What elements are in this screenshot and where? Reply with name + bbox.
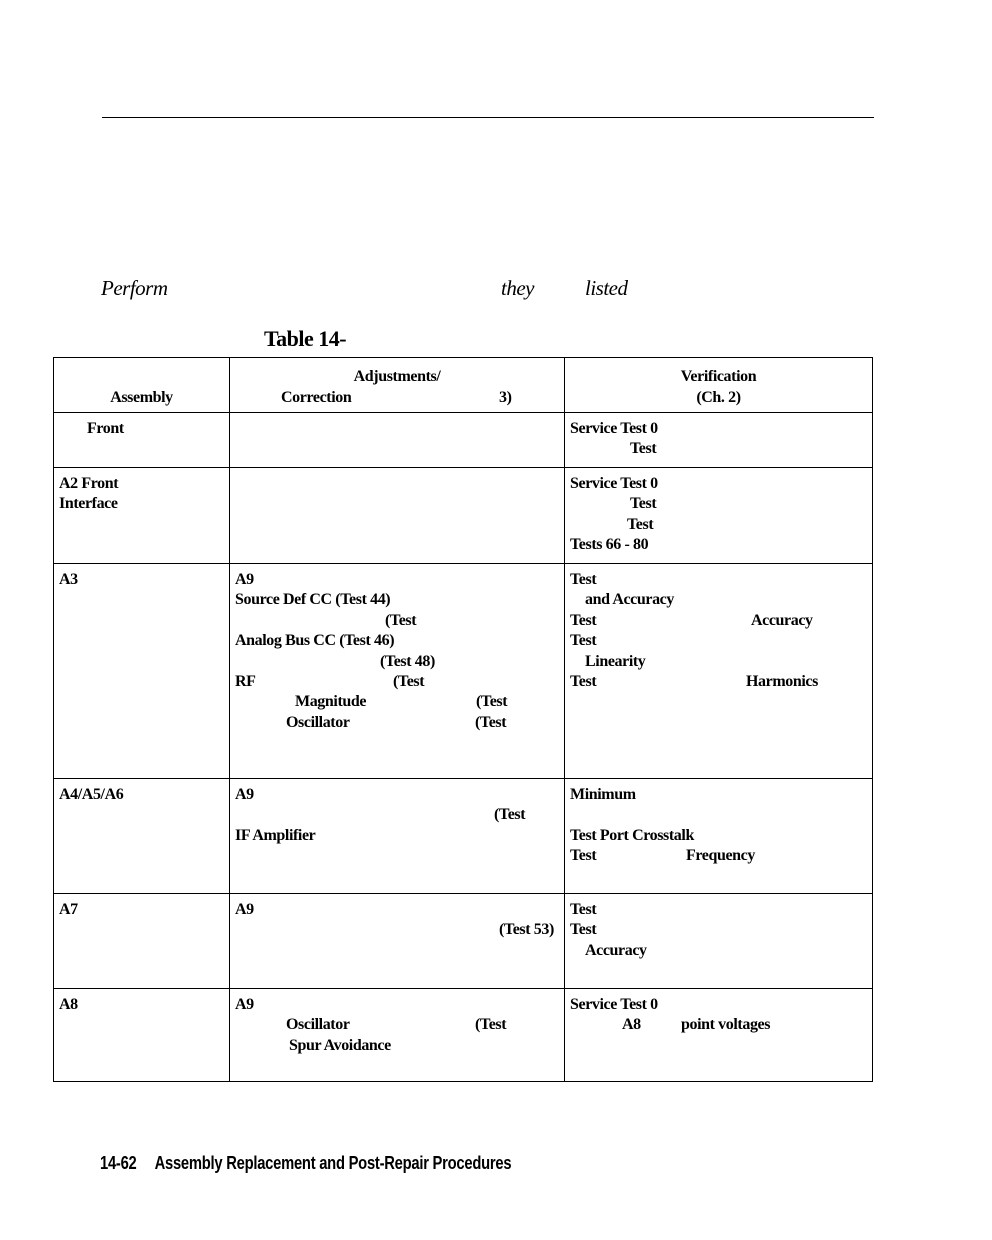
adjustment-line [235,713,559,733]
verification-point-voltages: point voltages [681,1016,771,1034]
intro-perform: Perform [101,276,168,300]
assembly-line: A3 [59,571,78,588]
table-row [54,894,873,989]
adjustment-line: A9 [235,901,254,918]
adjustment-rf: RF [235,673,256,691]
cell-adjustments [230,413,565,468]
verification-line: Accuracy [585,941,647,959]
cell-adjustments [230,468,565,564]
adjustment-magnitude: Magnitude [295,693,367,711]
assembly-line: Interface [59,495,118,513]
header-ch3: 3) [499,388,512,406]
verification-line [570,805,867,825]
assembly-front: Front [87,420,124,437]
header-correction: Correction [281,388,352,406]
verification-line: Tests 66 - 80 [570,536,649,554]
adjustment-line: A9 [235,786,254,803]
verification-accuracy: Accuracy [751,611,813,629]
verification-line: Service Test 0 [570,996,658,1013]
adjustment-line: (Test 48) [380,652,435,670]
header-verification-line2: (Ch. 2) [696,388,741,406]
adjustment-test-ref: (Test [475,713,507,731]
page-number: 14-62 [100,1153,137,1173]
verification-line [570,1015,867,1035]
table-row [54,413,873,468]
adjustment-test-ref: (Test [393,673,425,691]
cell-adjustments [230,989,565,1082]
adjustment-line: IF Amplifier [235,826,316,844]
cell-adjustments [230,894,565,989]
footer-title: Assembly Replacement and Post-Repair Procedures [154,1153,512,1173]
header-assembly-text: Assembly [110,388,173,406]
adjustment-line: Spur Avoidance [289,1036,391,1054]
cell-verification [565,468,873,564]
adjustment-line: (Test [494,806,526,824]
verification-line [570,672,867,692]
verification-test: Test [570,673,597,691]
adjustment-line: A9 [235,571,254,588]
cell-assembly [54,894,230,989]
intro-they: they [501,276,534,300]
adjustment-oscillator: Oscillator [286,1016,350,1034]
cell-verification [565,989,873,1082]
adjustment-test-ref: (Test [476,693,508,711]
adjustment-test-ref: (Test [475,1016,507,1034]
verification-line: Service Test 0 [570,420,658,437]
table-header-row [54,358,873,413]
adjustment-line [235,1015,559,1035]
verification-harmonics: Harmonics [746,673,818,691]
cell-assembly [54,779,230,894]
assembly-line: A4/A5/A6 [59,786,124,803]
verification-line: Test [630,495,657,513]
adjustment-line [235,692,559,712]
adjustment-line [235,672,559,692]
header-verification-line1: Verification [680,368,757,386]
table-row [54,564,873,779]
header-adjustments-line2 [235,388,559,408]
cell-assembly [54,413,230,468]
verification-frequency: Frequency [686,847,755,865]
page-footer [100,1153,511,1174]
header-verification [565,358,873,413]
verification-line: Test [570,901,597,918]
verification-test: Test [570,847,597,865]
header-assembly [54,358,230,413]
adjustment-line: (Test 53) [499,921,554,939]
cell-assembly [54,564,230,779]
cell-adjustments [230,564,565,779]
adjustment-line: (Test [385,611,417,629]
top-rule [102,117,874,118]
adjustment-line: Analog Bus CC (Test 46) [235,632,395,650]
verification-line: Test [627,515,654,533]
verification-line: Test [630,440,657,458]
header-adjustments [230,358,565,413]
verification-line: and Accuracy [585,591,674,609]
verification-line: Minimum [570,786,636,803]
adjustment-line: Source Def CC (Test 44) [235,591,391,609]
verification-line: Linearity [585,652,646,670]
cell-verification [565,413,873,468]
intro-listed: listed [585,276,628,300]
verification-test: Test [570,611,597,629]
verification-line: Test Port Crosstalk [570,826,694,844]
table-row [54,468,873,564]
table-row [54,779,873,894]
verification-a8: A8 [622,1016,641,1034]
cell-assembly [54,989,230,1082]
assembly-table [53,357,873,1082]
cell-assembly [54,468,230,564]
verification-line: Test [570,632,597,650]
cell-adjustments [230,779,565,894]
assembly-line: A8 [59,996,78,1013]
adjustment-oscillator: Oscillator [286,713,350,731]
table-row [54,989,873,1082]
verification-line: Service Test 0 [570,475,658,492]
verification-line: Test [570,571,597,588]
verification-line [570,611,867,631]
header-adjustments-line1: Adjustments/ [353,368,441,386]
adjustment-line: A9 [235,996,254,1013]
cell-verification [565,779,873,894]
cell-verification [565,894,873,989]
cell-verification [565,564,873,779]
assembly-line: A7 [59,901,78,918]
verification-line: Test [570,921,597,939]
assembly-line: A2 Front [59,475,119,492]
table-title: Table 14- [264,326,347,351]
verification-line [570,846,867,866]
